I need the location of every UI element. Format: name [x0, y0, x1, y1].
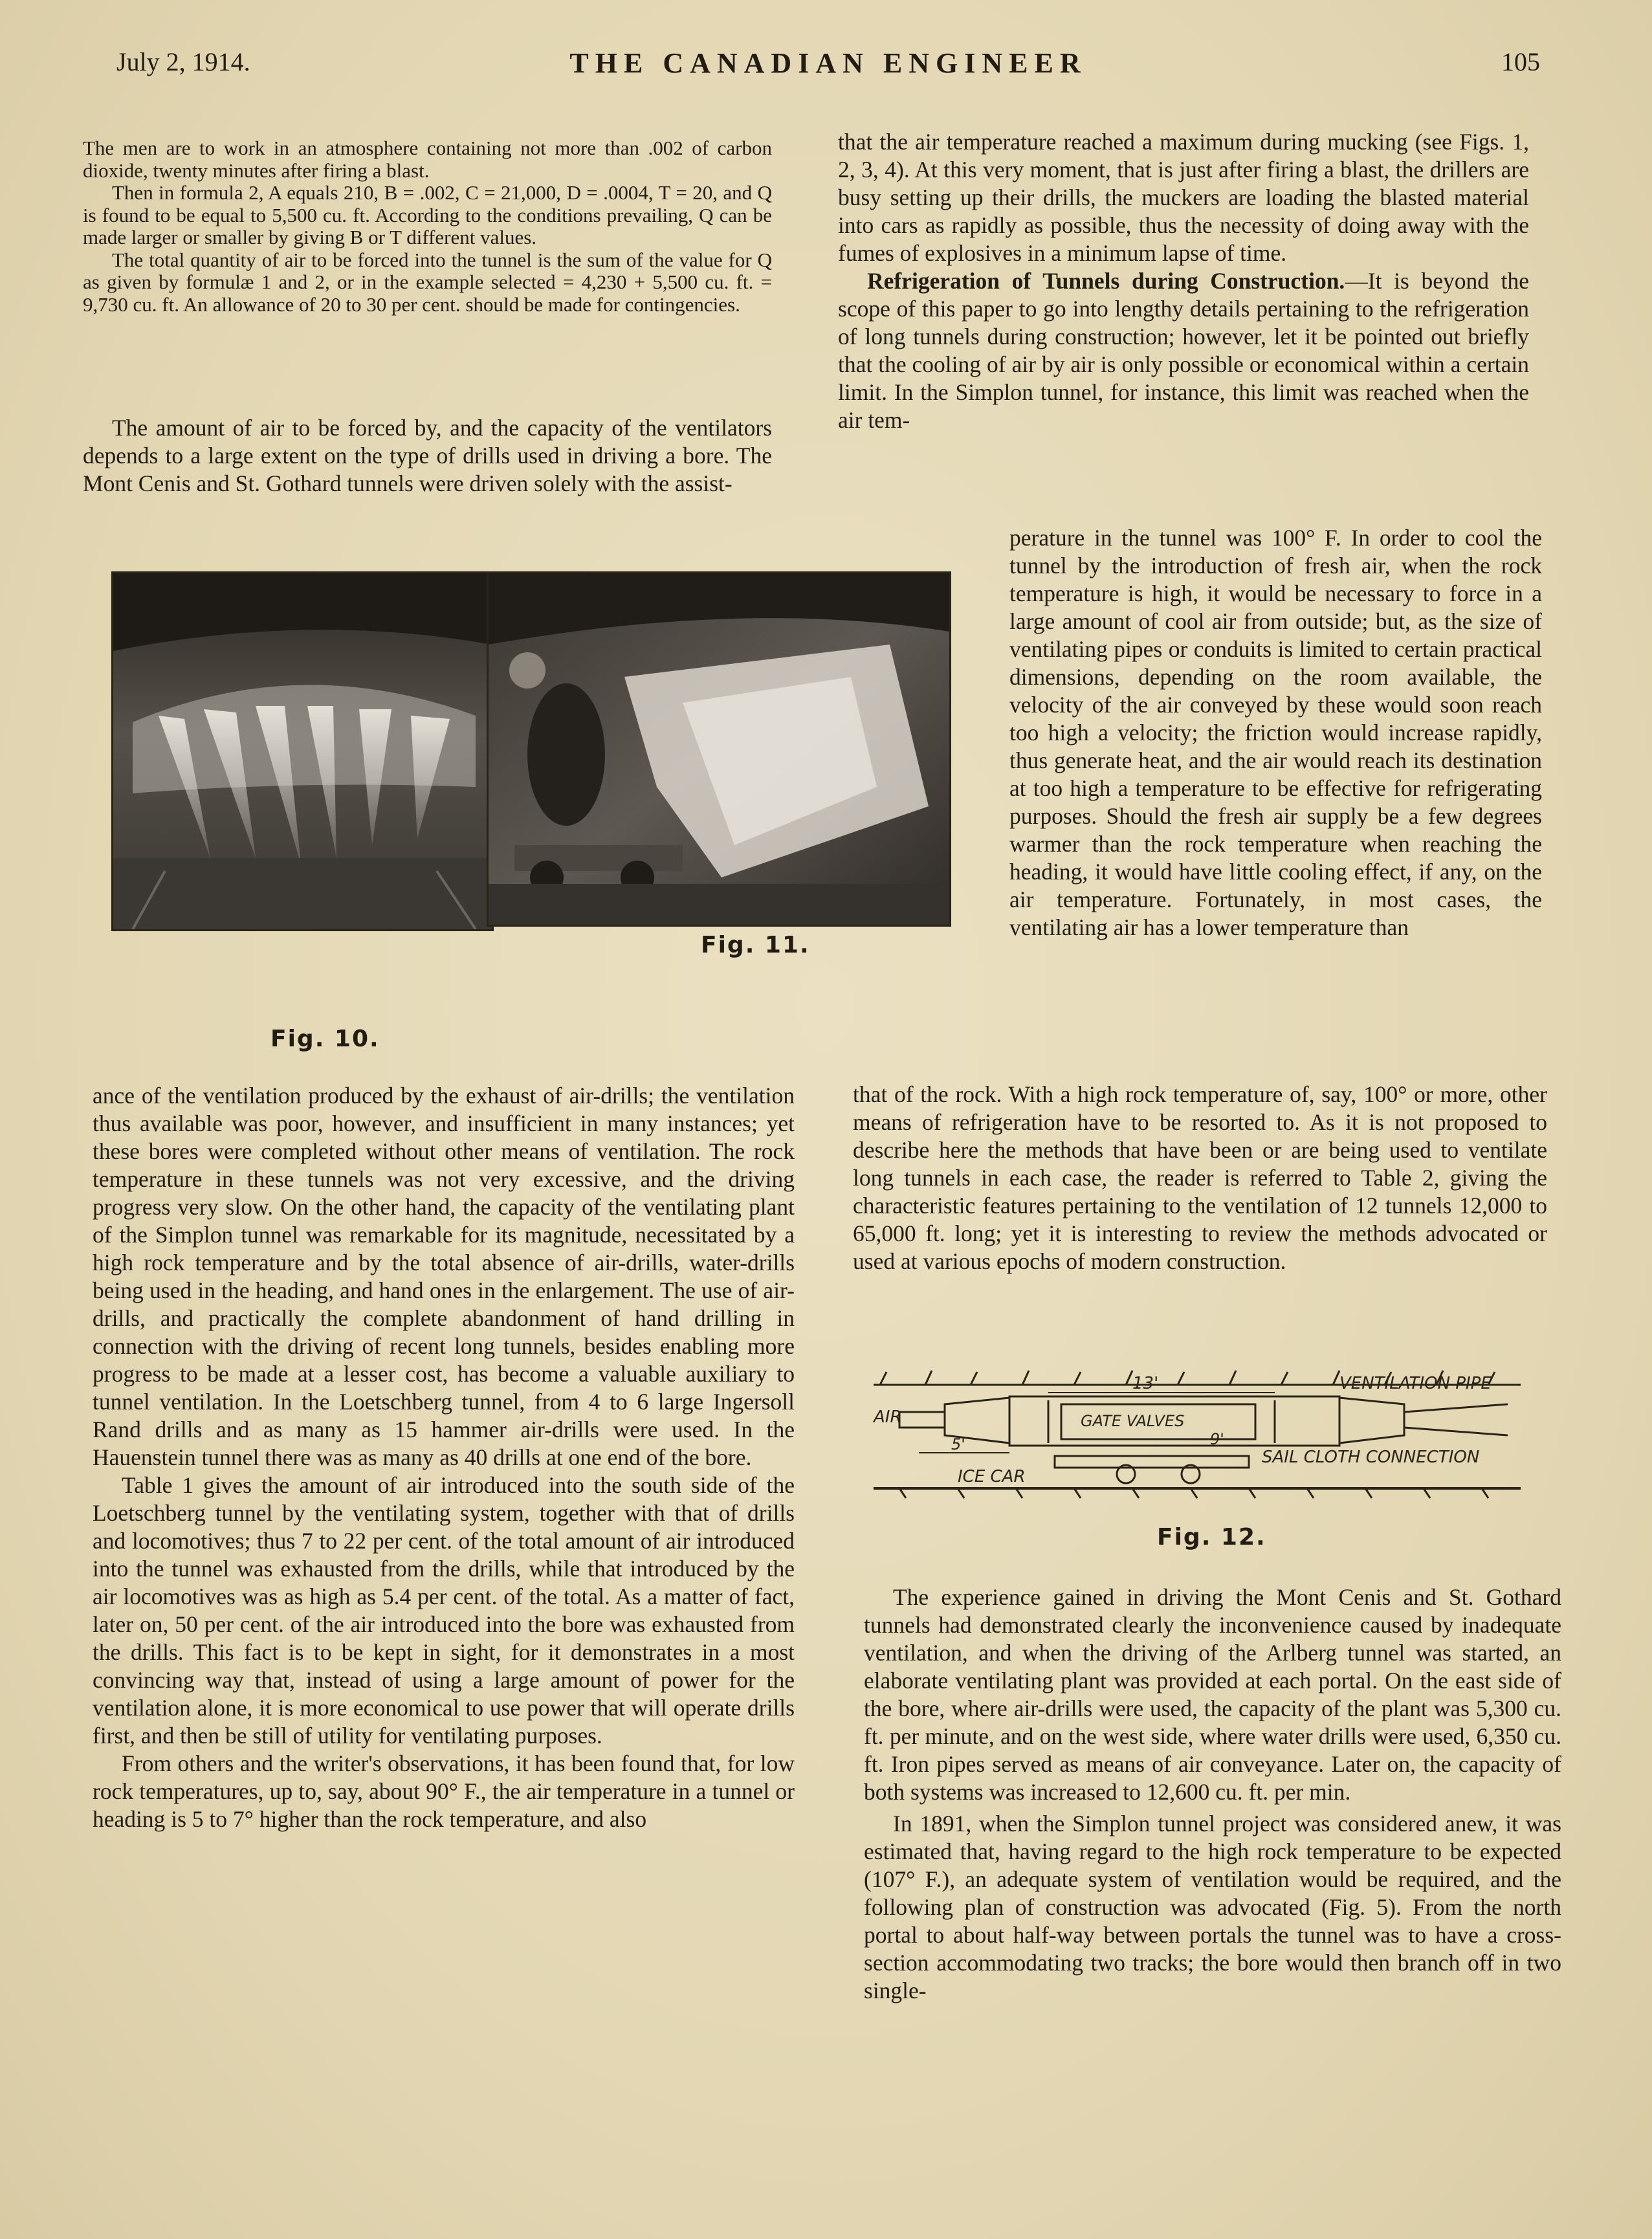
figure-10-caption: Fig. 10. [270, 1026, 380, 1052]
figure-11-photo [487, 571, 951, 927]
figure-12-caption: Fig. 12. [1157, 1524, 1266, 1550]
paragraph: The total quantity of air to be forced into the tunnel is the sum of the value for Q as given by formulæ 1 and 2, or in the example selected = 4,230 + 5,500 cu. ft. = 9,730 cu. ft. An allowance of 20 to 30 per cent. should be made for contingencies. [83, 248, 772, 316]
paragraph: ance of the ventilation produced by the exhaust of air-drills; the ventilation thus available was poor, however, and insufficient in many instances; yet these bores were completed without other means of ventilation. The rock temperature in these tunnels was not very excessive, and the driving progress very slow. On the other hand, the capacity of the ventilating plant of the Simplon tunnel was remarkable for its magnitude, necessitated by a high rock temperature and by the total absence of air-drills, water-drills being used in the heading, and hand ones in the enlargement. The use of air-drills, and practically the complete abandonment of hand drilling in connection with the driving of recent long tunnels, besides enabling more progress to be made at a lesser cost, has become a valuable auxiliary to tunnel ventilation. In the Loetschberg tunnel, from 4 to 6 large Ingersoll Rand drills and as many as 15 hammer air-drills were used. In the Hauenstein tunnel there was as many as 40 drills at one end of the bore. [93, 1083, 795, 1470]
paragraph: that of the rock. With a high rock temperature of, say, 100° or more, other means of refrigeration have to be resorted to. As it is not proposed to describe here the methods that have been or are being used to ventilate long tunnels in each case, the reader is referred to Table 2, giving the characteristic features pertaining to the ventilation of 12 tunnels 12,000 to 65,000 ft. long; yet it is interesting to review the methods advocated or used at various epochs of modern construction. [853, 1081, 1547, 1274]
label-5ft: 5' [951, 1435, 965, 1453]
left-column-top [83, 137, 772, 316]
journal-title: THE CANADIAN ENGINEER [569, 47, 1087, 79]
section-heading: Refrigeration of Tunnels during Construction. [867, 268, 1345, 294]
left-column-paragraph-1 [83, 414, 772, 498]
label-ice-car: ICE CAR [958, 1467, 1026, 1486]
label-9ft: 9' [1210, 1430, 1224, 1448]
right-column-top [838, 128, 1529, 434]
figure-10-photo [111, 571, 494, 931]
right-column-wrap [1009, 524, 1542, 942]
label-ventilation-pipe: VENTILATION PIPE [1339, 1374, 1492, 1393]
figure-12-diagram [861, 1359, 1559, 1514]
paragraph: Then in formula 2, A equals 210, B = .002, C = 21,000, D = .0004, T = 20, and Q is found to be equal to 5,500 cu. ft. According to the conditions prevailing, Q can be made larger or smaller by giving B or T different values. [83, 181, 772, 248]
tunnel-spray-photo [113, 573, 492, 929]
paragraph: The men are to work in an atmosphere containing not more than .002 of carbon dioxide, twenty minutes after firing a blast. [83, 137, 772, 182]
label-sail-cloth: SAIL CLOTH CONNECTION [1262, 1448, 1480, 1467]
label-air: AIR [874, 1407, 902, 1427]
paragraph [838, 267, 1529, 434]
right-column-middle [853, 1081, 1547, 1275]
label-gate-valves: GATE VALVES [1081, 1412, 1185, 1430]
page-number: 105 [1501, 47, 1540, 76]
left-column-lower [93, 1082, 795, 1833]
paragraph: The experience gained in driving the Mont Cenis and St. Gothard tunnels had demonstrated clearly the inconvenience caused by inadequate ventilation, and when the driving of the Arlberg tunnel was started, an elaborate ventilating plant was provided at each portal. On the east side of the bore, where air-drills were used, the capacity of the plant was 5,300 cu. ft. per minute, and on the west side, where water drills were used, 6,350 cu. ft. Iron pipes served as means of air conveyance. Later on, the capacity of both systems was increased to 12,600 cu. ft. per min. [864, 1584, 1561, 1805]
paragraph: From others and the writer's observations, it has been found that, for low rock temperatures, up to, say, about 90° F., the air temperature in a tunnel or heading is 5 to 7° higher than the rock temperature, and also [93, 1750, 795, 1832]
page-header [116, 47, 1540, 98]
label-13ft: 13' [1132, 1374, 1159, 1393]
paragraph: perature in the tunnel was 100° F. In order to cool the tunnel by the introduction of fresh air, when the rock temperature is high, it would be necessary to force in a large amount of cool air from outside; but, as the size of ventilating pipes or conduits is limited to certain practical dimensions, depending on the room available, the velocity of the air conveyed by these would soon reach too high a velocity; the friction would increase rapidly, thus generate heat, and the air would reach its destination at too high a temperature to be effective for refrigerating purposes. Should the fresh air supply be a few degrees warmer than the rock temperature when reaching the heading, it would have little cooling effect, if any, on the air temperature. Fortunately, in most cases, the ventilating air has a lower temperature than [1009, 525, 1542, 940]
paragraph: In 1891, when the Simplon tunnel project was considered anew, it was estimated that, having regard to the high rock temperature to be expected (107° F.), an adequate system of ventilation would be required, and the following plan of construction was advocated (Fig. 5). From the north portal to about half-way between portals the tunnel was to have a cross-section accommodating two tracks; the bore would then branch off in two single- [864, 1811, 1561, 2003]
figure-11-caption: Fig. 11. [701, 932, 810, 958]
right-column-bottom [864, 1583, 1561, 2005]
tunnel-heading-photo [489, 573, 949, 925]
paragraph: that the air temperature reached a maximum during mucking (see Figs. 1, 2, 3, 4). At this very moment, that is just after firing a blast, the drillers are busy setting up their drills, the muckers are loading the blasted material into cars as rapidly as possible, thus the necessity of doing away with the fumes of explosives in a minimum lapse of time. [838, 129, 1529, 266]
paragraph-text: —It is beyond the scope of this paper to go into lengthy details pertaining to the refrigeration of long tunnels during construction; however, let it be pointed out briefly that the cooling of air by air is only possible or economical within a certain limit. In the Simplon tunnel, for instance, this limit was reached when the air tem- [838, 268, 1529, 433]
paragraph: Table 1 gives the amount of air introduced into the south side of the Loetschberg tunnel by the ventilating system, together with that of drills and locomotives; thus 7 to 22 per cent. of the total amount of air introduced into the tunnel was exhausted from the drills, while that introduced by the air locomotives was as high as 5.4 per cent. of the total. As a matter of fact, later on, 50 per cent. of the air introduced into the bore was exhausted from the drills. This fact is to be kept in sight, for it demonstrates in a most convincing way that, instead of using a large amount of power for the ventilation alone, it is more economical to use power that will operate drills first, and then be still of utility for ventilating purposes. [93, 1472, 795, 1748]
paragraph: The amount of air to be forced by, and the capacity of the ventilators depends to a large extent on the type of drills used in driving a bore. The Mont Cenis and St. Gothard tunnels were driven solely with the assist- [83, 415, 772, 496]
header-date: July 2, 1914. [116, 47, 250, 76]
